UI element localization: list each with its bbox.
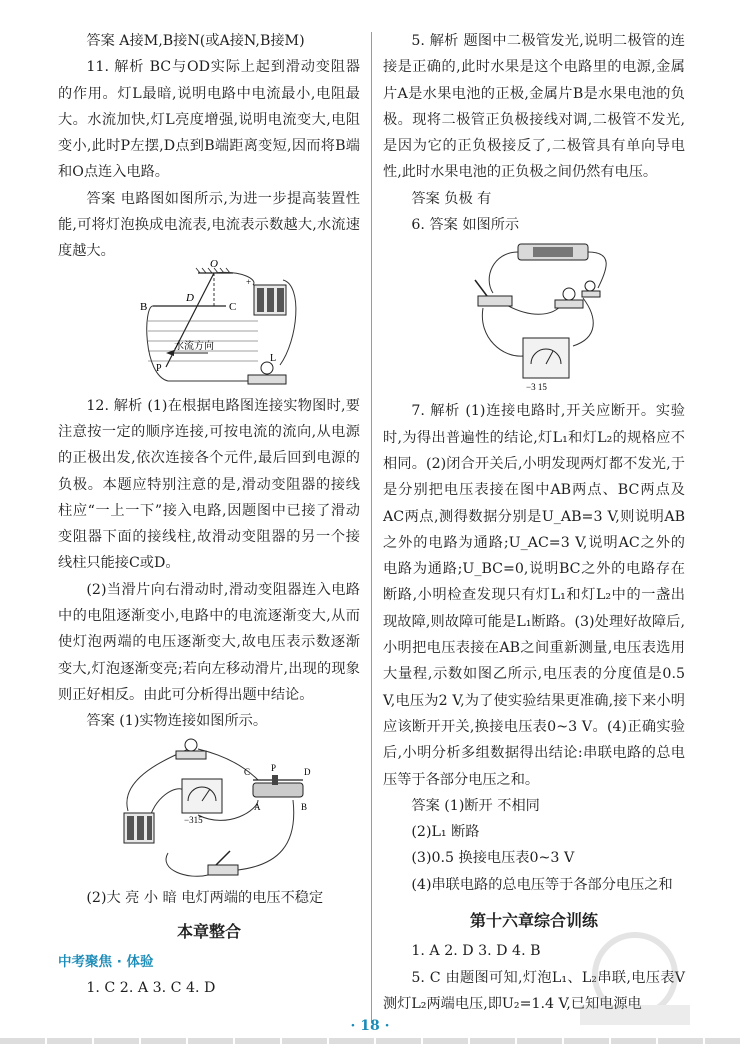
series-circuit-figure xyxy=(383,238,685,398)
q7-analysis: 7. 解析 (1)连接电路时,开关应断开。实验时,为得出普遍性的结论,灯L₁和灯L₂的规格应不相同。(2)闭合开关后,小明发现两灯都不发光,于是分别把电压表接在图中AB两点、BC两点及AC两点,测得数据分别是U_AB=3 V,则说明AB之外的电路为通路;U_AC=3 V,说明AC之外的电路为通路;U_BC=0,说明BC之外的电路存在断路,小明检查发现只有灯L₁和灯L₂中的一盏出现故障,则故障可能是L₁断路。(3)处理好故障后,小明把电压表接在AB之间重新测量,电压表选用大量程,示数如图乙所示,电压表的分度值是0.5 V,电压为2 V,为了使实验结果更准确,接下来小明应该断开开关,换接电压表0~3 V。(4)正确实验后,小明分析多组数据得出结论:串联电路的总电压等于各部分电压之和。 xyxy=(383,403,685,788)
q7-answer-1: 答案 (1)断开 不相同 xyxy=(411,797,540,814)
voltmeter-label: −315 xyxy=(184,814,203,825)
q12-answer-2: (2)大 亮 小 暗 电灯两端的电压不稳定 xyxy=(86,889,324,906)
q5-analysis: 5. 解析 题图中二极管发光,说明二极管的连接是正确的,此时水果是这个电路里的电源,金属片A是水果电池的正极,金属片B是水果电池的负极。现将二极管正负极接线对调,二极管不发光,是因为它的正负极接反了,二极管具有单向导电性,此时水果电池的正负极之间仍然有电压。 xyxy=(383,33,685,181)
rheostat-A: A xyxy=(254,801,261,812)
series-circuit-diagram xyxy=(383,238,685,398)
q7-answer-2: (2)L₁ 断路 xyxy=(411,824,480,841)
label-L: L xyxy=(270,352,277,364)
q6-answer: 6. 答案 如图所示 xyxy=(411,217,520,234)
column-divider xyxy=(371,32,372,1022)
page-number: · 18 · xyxy=(350,1018,390,1034)
subsection-zhongkao: 中考聚焦 · 体验 xyxy=(58,954,154,971)
watermark-logo xyxy=(560,925,710,1035)
q7-answer-4: (4)串联电路的总电压等于各部分电压之和 xyxy=(411,876,673,893)
bottom-border xyxy=(0,1038,740,1044)
right-column xyxy=(383,28,685,1017)
label-P: P xyxy=(156,362,162,374)
circuit-connection-diagram xyxy=(58,735,360,885)
label-O: O xyxy=(210,257,218,270)
label-D: D xyxy=(186,291,194,304)
q12-answer: 答案 (1)实物连接如图所示。 xyxy=(86,713,268,730)
rheostat-D: D xyxy=(304,766,311,777)
circuit-connection-figure xyxy=(58,735,360,885)
label-plus: + xyxy=(246,276,252,287)
q11-answer: 答案 电路图如图所示,为进一步提高装置性能,可将灯泡换成电流表,电流表示数越大,水流速度越大。 xyxy=(58,190,360,260)
zhongkao-answers: 1. C 2. A 3. C 4. D xyxy=(86,980,216,997)
water-flow-circuit-figure xyxy=(58,257,360,393)
rheostat-B: B xyxy=(301,801,308,812)
section-title-chapter16: 第十六章综合训练 xyxy=(469,911,598,931)
left-column xyxy=(58,28,360,1002)
label-C: C xyxy=(229,300,237,313)
rheostat-P: P xyxy=(271,762,277,773)
rheostat-C: C xyxy=(244,766,251,777)
label-water-direction: 水流方向 xyxy=(174,340,214,352)
water-flow-circuit-diagram xyxy=(58,257,360,393)
section-title-chapter-summary: 本章整合 xyxy=(176,921,241,941)
q12-analysis-1: 12. 解析 (1)在根据电路图连接实物图时,要注意按一定的顺序连接,可按电流的流向,从电源的正极出发,依次连接各个元件,最后回到电源的负极。本题应特别注意的是,滑动变阻器的接线柱应“一上一下”接入电路,因题图中已接了滑动变阻器下面的接线柱,故滑动变阻器的另一个接线柱只能接C或D。 xyxy=(58,397,360,572)
label-B: B xyxy=(140,300,148,313)
q12-analysis-2: (2)当滑片向右滑动时,滑动变阻器连入电路中的电阻逐渐变小,电路中的电流逐渐变大,从而使灯泡两端的电压逐渐变大,故电压表示数逐渐变大,灯泡逐渐变亮;若向左移动滑片,出现的现象则正好相反。由此可分析得出题中结论。 xyxy=(58,581,360,703)
q7-answer-3: (3)0.5 换接电压表0~3 V xyxy=(411,850,575,867)
chapter16-q5: 5. C 由题图可知,灯泡L₁、L₂串联,电压表V测灯L₂两端电压,即U₂=1.4 V,已知电源电 xyxy=(383,969,685,1012)
q11-analysis: 11. 解析 BC与OD实际上起到滑动变阻器的作用。灯L最暗,说明电路中电流最小,电阻最大。水流加快,灯L亮度增强,说明电流变大,电阻变小,此时P左摆,D点到B端距离变短,因而将B端和O点连入电路。 xyxy=(58,59,360,181)
q5-answer: 答案 负极 有 xyxy=(411,190,492,207)
q10-answer: 答案 A接M,B接N(或A接N,B接M) xyxy=(86,33,305,49)
voltmeter-range-label: −3 15 xyxy=(526,382,547,393)
chapter16-answers: 1. A 2. D 3. D 4. B xyxy=(411,943,541,960)
